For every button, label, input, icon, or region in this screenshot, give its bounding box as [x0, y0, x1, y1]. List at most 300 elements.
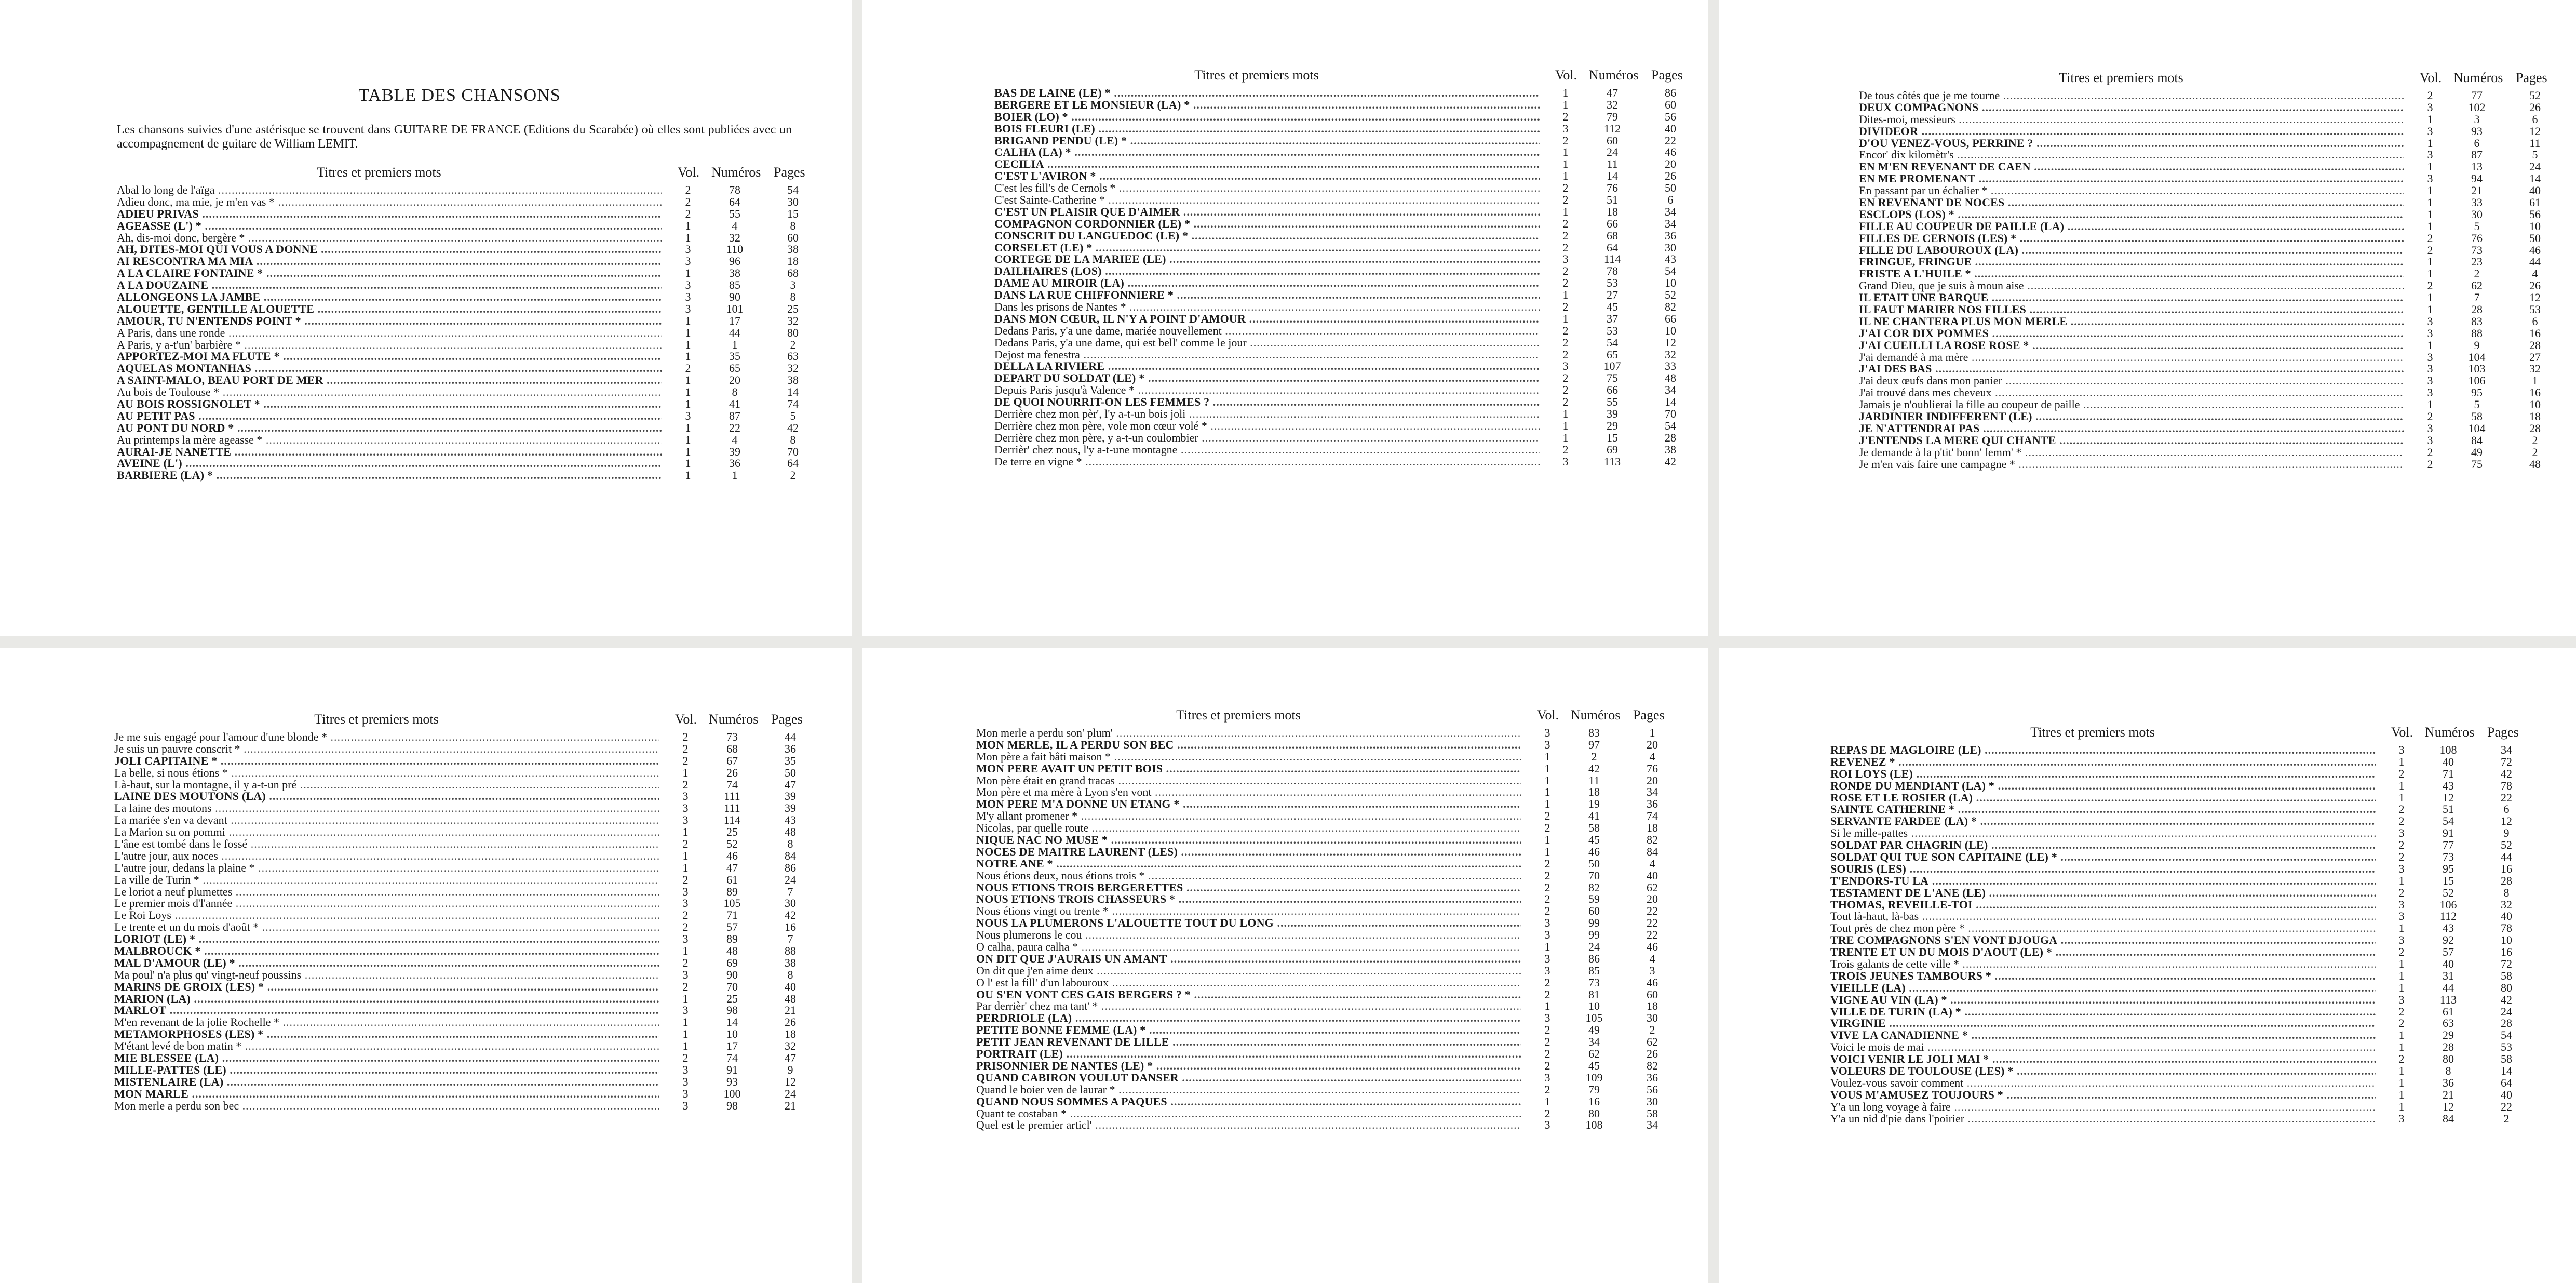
- volume-cell: 2: [1562, 383, 1569, 397]
- page-cell: 22: [1665, 133, 1676, 147]
- table-row: [1859, 112, 2538, 126]
- song-title: EN ME PROMENANT .....: [1859, 173, 2404, 185]
- volume-cell: 1: [1544, 999, 1550, 1013]
- song-title: AMOUR, TU N'ENTENDS POINT * .....: [117, 315, 662, 327]
- table-row: [1830, 898, 2512, 911]
- number-cell: 53: [1607, 276, 1618, 290]
- number-cell: 55: [729, 207, 740, 220]
- table-row: [1859, 445, 2538, 459]
- volume-cell: 2: [2427, 279, 2433, 292]
- page-cell: 26: [2529, 100, 2541, 114]
- number-cell: 73: [2443, 850, 2454, 864]
- volume-cell: 3: [2427, 172, 2433, 185]
- column-header: [994, 68, 1683, 86]
- page-cell: 35: [785, 754, 796, 767]
- song-title: Je m'en vais faire une campagne * .....: [1859, 459, 2404, 471]
- table-row: [1830, 826, 2510, 840]
- number-cell: 73: [2471, 243, 2483, 257]
- page-cell: 43: [785, 813, 796, 827]
- song-title: Quand le boier ven de laurar * .....: [976, 1084, 1521, 1096]
- song-title: ALLONGEONS LA JAMBE .....: [117, 291, 662, 303]
- volume-cell: 1: [2398, 981, 2405, 994]
- number-cell: 4: [732, 433, 738, 446]
- table-row: [1830, 862, 2512, 875]
- number-cell: 40: [2443, 755, 2454, 768]
- table-row: [1859, 231, 2541, 245]
- volume-cell: 3: [685, 409, 691, 422]
- page-cell: 40: [2501, 1088, 2512, 1101]
- number-cell: 75: [1607, 371, 1618, 385]
- song-title: DE QUOI NOURRIT-ON LES FEMMES ? .....: [994, 396, 1540, 408]
- number-cell: 29: [2443, 1028, 2454, 1042]
- number-cell: 105: [723, 897, 741, 910]
- number-cell: 94: [2471, 172, 2483, 185]
- header-vol: Vol.: [1555, 68, 1577, 83]
- page-cell: 12: [1665, 336, 1676, 349]
- page-cell: 9: [2503, 826, 2510, 840]
- number-cell: 77: [2471, 89, 2483, 102]
- song-title: QUAND NOUS SOMMES A PAQUES .....: [976, 1096, 1521, 1108]
- song-title: LAINE DES MOUTONS (LA) .....: [114, 791, 659, 803]
- volume-cell: 2: [1544, 1023, 1550, 1037]
- song-title: A Paris, y a-t'un' barbière * .....: [117, 339, 662, 351]
- volume-cell: 3: [2427, 386, 2433, 399]
- page-cell: 36: [785, 742, 796, 755]
- table-row: [117, 397, 799, 411]
- header-title: Titres et premiers mots: [1194, 68, 1319, 83]
- volume-cell: 2: [1562, 264, 1569, 278]
- number-cell: 113: [1603, 455, 1621, 468]
- page-cell: 53: [2529, 303, 2541, 316]
- page-cell: 10: [1665, 324, 1676, 337]
- page-cell: 38: [785, 956, 796, 969]
- volume-cell: 1: [685, 326, 691, 339]
- number-cell: 46: [1588, 845, 1600, 858]
- song-title: Dejost ma fenestra .....: [994, 349, 1540, 361]
- number-cell: 113: [2439, 993, 2457, 1006]
- page-cell: 48: [785, 992, 796, 1005]
- table-row: [117, 362, 799, 375]
- song-title: C'est les fill's de Cernols * .....: [994, 182, 1540, 194]
- song-title: La laine des moutons .....: [114, 803, 659, 814]
- table-row: [114, 885, 793, 898]
- table-row: [976, 1082, 1658, 1096]
- song-title: AU PONT DU NORD * .....: [117, 422, 662, 434]
- number-cell: 68: [1607, 229, 1618, 242]
- page-cell: 5: [790, 409, 796, 422]
- song-title: Y'a un nid d'pie dans l'poirier .....: [1830, 1113, 2376, 1125]
- page-cell: 12: [2529, 124, 2541, 138]
- page-cell: 52: [1665, 288, 1676, 302]
- number-cell: 34: [1588, 1035, 1600, 1049]
- number-cell: 68: [726, 742, 738, 755]
- volume-cell: 3: [2427, 148, 2433, 162]
- table-row: [1830, 957, 2512, 971]
- number-cell: 52: [726, 837, 738, 851]
- page-cell: 16: [2501, 945, 2512, 959]
- volume-cell: 3: [2427, 350, 2433, 364]
- header-pages: Pages: [774, 165, 805, 180]
- page-cell: 28: [2501, 1017, 2512, 1030]
- header-vol: Vol.: [2391, 725, 2413, 740]
- page-cell: 8: [790, 433, 796, 446]
- page-cell: 22: [2501, 1100, 2512, 1113]
- page-cell: 34: [1647, 785, 1658, 799]
- volume-cell: 3: [682, 968, 689, 981]
- table-row: [114, 1004, 796, 1017]
- song-title: Mon père et ma mère à Lyon s'en vont .....: [976, 786, 1521, 798]
- table-row: [1830, 1100, 2512, 1113]
- number-cell: 65: [729, 362, 740, 375]
- volume-cell: 2: [1562, 133, 1569, 147]
- page-cell: 47: [785, 778, 796, 791]
- volume-cell: 2: [1544, 880, 1550, 894]
- volume-cell: 1: [1562, 157, 1569, 171]
- page-cell: 58: [2501, 1052, 2512, 1066]
- song-title: NOUS LA PLUMERONS L'ALOUETTE TOUT DU LONG .....: [976, 917, 1521, 929]
- page-cell: 56: [1665, 110, 1676, 123]
- table-row: [1859, 386, 2541, 399]
- header-title: Titres et premiers mots: [1176, 707, 1301, 723]
- song-title: La mariée s'en va devant .....: [114, 814, 659, 826]
- table-row: [976, 1071, 1658, 1084]
- page-cell: 78: [2501, 779, 2512, 792]
- song-title: SAINTE CATHERINE * .....: [1830, 804, 2376, 816]
- page-cell: 30: [1647, 1094, 1658, 1108]
- page-cell: 38: [787, 243, 799, 256]
- page-cell: 82: [1647, 1059, 1658, 1072]
- page-cell: 5: [2532, 148, 2538, 162]
- volume-cell: 3: [682, 932, 689, 946]
- number-cell: 44: [2443, 981, 2454, 994]
- table-row: [994, 336, 1676, 349]
- table-row: [994, 205, 1676, 218]
- page-cell: 28: [2529, 338, 2541, 352]
- page-cell: 20: [1665, 157, 1676, 171]
- song-title: D'OU VENEZ-VOUS, PERRINE ? .....: [1859, 138, 2404, 150]
- volume-cell: 2: [1544, 975, 1550, 989]
- column-header: [1859, 70, 2547, 89]
- page-cell: 34: [1665, 205, 1676, 218]
- volume-cell: 1: [2398, 1064, 2405, 1078]
- table-row: [114, 837, 793, 851]
- number-cell: 42: [1588, 761, 1600, 775]
- number-cell: 62: [2471, 279, 2483, 292]
- number-cell: 114: [1603, 252, 1621, 266]
- number-cell: 79: [1607, 110, 1618, 123]
- number-cell: 84: [2443, 1112, 2454, 1125]
- page-cell: 44: [2529, 255, 2541, 269]
- volume-cell: 2: [2427, 243, 2433, 257]
- song-title: Jamais je n'oublierai la fille au coupeur de paille .....: [1859, 399, 2404, 411]
- table-row: [114, 1015, 796, 1029]
- page-cell: 30: [1647, 1011, 1658, 1025]
- volume-cell: 1: [1562, 98, 1569, 111]
- page-cell: 21: [785, 1099, 796, 1112]
- page-cell: 16: [2529, 386, 2541, 399]
- song-title: FRINGUE, FRINGUE .....: [1859, 256, 2404, 268]
- table-row: [1830, 933, 2512, 947]
- volume-cell: 1: [682, 992, 689, 1005]
- song-title: MON PERE M'A DONNE UN ETANG * .....: [976, 798, 1521, 810]
- song-title: Dedans Paris, y'a une dame, qui est bell' comme le jour .....: [994, 337, 1540, 349]
- table-row: [1859, 148, 2538, 162]
- song-title: VOICI VENIR LE JOLI MAI * .....: [1830, 1053, 2376, 1065]
- number-cell: 43: [2443, 921, 2454, 935]
- page-cell: 33: [1665, 359, 1676, 373]
- number-cell: 92: [2443, 933, 2454, 947]
- volume-cell: 1: [682, 861, 689, 874]
- song-title: AGEASSE (L') * .....: [117, 220, 662, 232]
- page-cell: 64: [2501, 1076, 2512, 1089]
- song-title: C'est Sainte-Catherine * .....: [994, 194, 1540, 206]
- page-cell: 22: [1647, 928, 1658, 942]
- table-row: [1859, 291, 2541, 304]
- page-cell: 54: [1665, 419, 1676, 432]
- volume-cell: 1: [685, 421, 691, 434]
- song-title: SOLDAT QUI TUE SON CAPITAINE (LE) * .....: [1830, 851, 2376, 863]
- header-vol: Vol.: [675, 712, 697, 727]
- number-cell: 28: [2443, 1040, 2454, 1054]
- page-cell: 66: [1665, 312, 1676, 325]
- song-title: FILLE AU COUPEUR DE PAILLE (LA) .....: [1859, 221, 2404, 233]
- song-title: PERDRIOLE (LA) .....: [976, 1012, 1521, 1024]
- volume-cell: 1: [1562, 312, 1569, 325]
- page-cell: 25: [787, 302, 799, 315]
- volume-cell: 2: [2427, 410, 2433, 423]
- page-cell: 50: [2529, 231, 2541, 245]
- number-cell: 77: [2443, 838, 2454, 852]
- song-title: MON PERE AVAIT UN PETIT BOIS .....: [976, 763, 1521, 775]
- table-row: [1830, 743, 2512, 756]
- table-row: [114, 980, 796, 993]
- volume-cell: 2: [2398, 838, 2405, 852]
- song-title: SOURIS (LES) .....: [1830, 863, 2376, 875]
- page-cell: 4: [1649, 952, 1655, 965]
- volume-cell: 1: [2427, 219, 2433, 233]
- number-cell: 114: [723, 813, 741, 827]
- volume-cell: 3: [2427, 421, 2433, 435]
- table-row: [994, 264, 1676, 278]
- page-cell: 78: [2501, 921, 2512, 935]
- song-title: ON DIT QUE J'AURAIS UN AMANT .....: [976, 953, 1521, 965]
- number-cell: 17: [726, 1039, 738, 1053]
- song-title: Encor' dix kilomètr's .....: [1859, 149, 2404, 161]
- header-num: Numéros: [711, 165, 761, 180]
- table-row: [1830, 921, 2512, 935]
- page-cell: 34: [1665, 217, 1676, 230]
- number-cell: 82: [1588, 880, 1600, 894]
- page-cell: 56: [2529, 207, 2541, 221]
- volume-cell: 2: [2398, 1005, 2405, 1018]
- song-title: Voici le mois de mai .....: [1830, 1041, 2376, 1053]
- table-row: [1830, 1052, 2512, 1066]
- number-cell: 73: [726, 730, 738, 743]
- table-row: [117, 183, 799, 196]
- page-cell: 30: [785, 897, 796, 910]
- song-title: DEPART DU SOLDAT (LE) * .....: [994, 372, 1540, 384]
- number-cell: 4: [732, 219, 738, 232]
- song-title: Là-haut, sur la montagne, il y a-t-un pré .....: [114, 779, 659, 791]
- table-row: [1859, 362, 2541, 376]
- page-cell: 46: [1665, 145, 1676, 159]
- table-row: [1830, 969, 2512, 982]
- table-row: [1830, 814, 2512, 828]
- volume-cell: 1: [685, 397, 691, 411]
- song-title: VILLE DE TURIN (LA) * .....: [1830, 1006, 2376, 1018]
- song-list: [1830, 743, 2512, 1125]
- song-title: J'ai demandé à ma mère .....: [1859, 352, 2404, 364]
- song-title: Le loriot a neuf plumettes .....: [114, 886, 659, 898]
- table-row: [994, 395, 1676, 409]
- song-title: OU S'EN VONT CES GAIS BERGERS ? * .....: [976, 989, 1521, 1001]
- volume-cell: 3: [1544, 1011, 1550, 1025]
- table-row: [994, 288, 1676, 302]
- table-row: [117, 278, 796, 292]
- volume-cell: 2: [682, 754, 689, 767]
- header-title: Titres et premiers mots: [314, 712, 439, 727]
- page-cell: 1: [2532, 374, 2538, 387]
- song-title: Si le mille-pattes .....: [1830, 827, 2376, 839]
- table-row: [1830, 1112, 2510, 1125]
- page-cell: 32: [785, 1039, 796, 1053]
- table-row: [1859, 89, 2541, 102]
- table-row: [976, 1011, 1658, 1025]
- song-title: ADIEU PRIVAS .....: [117, 208, 662, 220]
- table-row: [1830, 1088, 2512, 1101]
- number-cell: 51: [1607, 193, 1618, 207]
- volume-cell: 3: [685, 255, 691, 268]
- volume-cell: 1: [685, 350, 691, 363]
- volume-cell: 1: [682, 825, 689, 839]
- table-row: [114, 801, 796, 815]
- volume-cell: 1: [1562, 407, 1569, 421]
- number-cell: 107: [1603, 359, 1621, 373]
- number-cell: 63: [2443, 1017, 2454, 1030]
- song-title: JARDINIER INDIFFERENT (LE) .....: [1859, 411, 2404, 423]
- header-title: Titres et premiers mots: [317, 165, 441, 180]
- page-cell: 2: [2532, 445, 2538, 459]
- number-cell: 39: [729, 445, 740, 458]
- table-row: [976, 916, 1658, 930]
- song-title: PETIT JEAN REVENANT DE LILLE .....: [976, 1036, 1521, 1048]
- song-title: Le premier mois d'l'année .....: [114, 898, 659, 910]
- volume-cell: 3: [2427, 100, 2433, 114]
- number-cell: 44: [729, 326, 740, 339]
- song-list: [994, 86, 1676, 468]
- number-cell: 32: [729, 231, 740, 244]
- table-row: [117, 457, 799, 470]
- song-title: NOUS ETIONS TROIS BERGERETTES .....: [976, 882, 1521, 894]
- page-cell: 24: [2501, 1005, 2512, 1018]
- page-title: TABLE DES CHANSONS: [358, 86, 561, 105]
- table-row: [117, 243, 799, 256]
- page-cell: 42: [787, 421, 799, 434]
- page-cell: 20: [1647, 738, 1658, 751]
- table-row: [1859, 326, 2541, 340]
- number-cell: 106: [2439, 898, 2457, 911]
- page-cell: 56: [1647, 1082, 1658, 1096]
- page-cell: 22: [2501, 791, 2512, 804]
- page-cell: 38: [1665, 443, 1676, 456]
- number-cell: 57: [2443, 945, 2454, 959]
- table-row: [1830, 886, 2510, 899]
- page-cell: 40: [785, 980, 796, 993]
- page-cell: 40: [2501, 910, 2512, 923]
- number-cell: 69: [726, 956, 738, 969]
- number-cell: 70: [726, 980, 738, 993]
- volume-cell: 1: [2398, 1040, 2405, 1054]
- volume-cell: 3: [685, 243, 691, 256]
- song-title: FILLE DU LABOUROUX (LA) .....: [1859, 245, 2404, 257]
- number-cell: 85: [729, 278, 740, 292]
- volume-cell: 3: [682, 1099, 689, 1112]
- song-title: DAME AU MIROIR (LA) .....: [994, 277, 1540, 289]
- song-title: NOUS ETIONS TROIS CHASSEURS * .....: [976, 893, 1521, 905]
- volume-cell: 1: [2398, 755, 2405, 768]
- volume-cell: 1: [682, 1015, 689, 1029]
- song-title: ESCLOPS (LOS) * .....: [1859, 209, 2404, 221]
- page-cell: 2: [2503, 1112, 2510, 1125]
- song-title: De tous côtés que je me tourne .....: [1859, 90, 2404, 102]
- table-row: [976, 809, 1658, 823]
- page-cell: 84: [1647, 845, 1658, 858]
- song-title: NIQUE NAC NO MUSE * .....: [976, 834, 1521, 846]
- number-cell: 8: [732, 385, 738, 399]
- page-cell: 43: [1665, 252, 1676, 266]
- table-row: [1859, 314, 2538, 328]
- table-row: [1859, 255, 2541, 269]
- page-cell: 2: [790, 469, 796, 482]
- song-title: M'y allant promener * .....: [976, 810, 1521, 822]
- number-cell: 21: [2443, 1088, 2454, 1101]
- volume-cell: 2: [1544, 857, 1550, 870]
- index-page-5: [976, 707, 1665, 1132]
- number-cell: 45: [1588, 1059, 1600, 1072]
- volume-cell: 1: [2427, 267, 2433, 280]
- number-cell: 111: [724, 790, 740, 803]
- number-cell: 104: [2468, 421, 2486, 435]
- table-row: [1859, 303, 2541, 316]
- number-cell: 35: [729, 350, 740, 363]
- number-cell: 102: [2468, 100, 2486, 114]
- page-cell: 20: [1647, 773, 1658, 787]
- song-title: La belle, si nous étions * .....: [114, 767, 659, 779]
- number-cell: 14: [726, 1015, 738, 1029]
- page-cell: 24: [785, 1087, 796, 1100]
- table-row: [1859, 243, 2541, 257]
- page-cell: 84: [785, 849, 796, 862]
- page-cell: 63: [787, 350, 799, 363]
- volume-cell: 1: [685, 231, 691, 244]
- volume-cell: 1: [2427, 255, 2433, 269]
- number-cell: 21: [2471, 184, 2483, 197]
- song-title: Quant te costaban * .....: [976, 1108, 1521, 1120]
- page-cell: 52: [2501, 838, 2512, 852]
- number-cell: 40: [2443, 957, 2454, 971]
- header-num: Numéros: [2425, 725, 2475, 740]
- number-cell: 95: [2471, 386, 2483, 399]
- table-row: [976, 726, 1655, 739]
- number-cell: 103: [2468, 362, 2486, 376]
- table-row: [976, 904, 1658, 918]
- song-title: M'étant levé de bon matin * .....: [114, 1040, 659, 1052]
- song-title: BOIS FLEURI (LE) .....: [994, 123, 1540, 135]
- number-cell: 110: [726, 243, 744, 256]
- volume-cell: 2: [1544, 892, 1550, 906]
- number-cell: 111: [724, 801, 740, 815]
- page-cell: 86: [1665, 86, 1676, 99]
